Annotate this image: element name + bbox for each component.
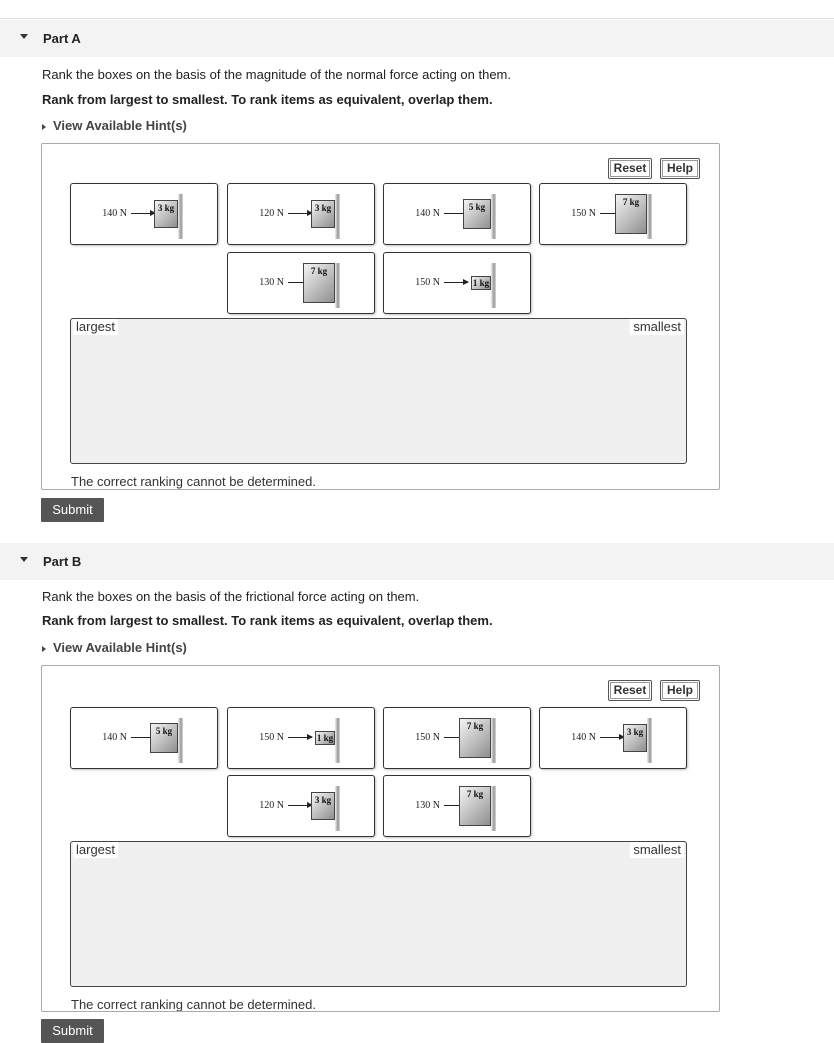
force-arrow-icon [288,805,312,806]
ranking-card[interactable] [539,183,687,245]
ranking-card[interactable] [383,183,531,245]
wall-icon [335,263,340,308]
smallest-label: smallest [630,319,684,335]
part-b-help-button[interactable]: Help [660,680,700,701]
ranking-card[interactable] [227,183,375,245]
mass-box: 3 kg [154,200,178,228]
part-a-ranking-widget [41,143,720,490]
part-b-header[interactable] [0,543,834,580]
mass-box: 3 kg [311,200,335,228]
mass-box: 7 kg [459,718,491,758]
mass-box: 5 kg [463,199,491,229]
force-arrow-icon [288,737,312,738]
force-arrow-icon [288,213,312,214]
largest-label: largest [73,319,118,335]
ranking-card[interactable] [227,707,375,769]
force-label: 130 N [259,277,284,288]
part-b-instruction: Rank from largest to smallest. To rank items as equivalent, overlap them. [42,613,493,628]
ranking-card[interactable] [383,252,531,314]
part-a-title: Part A [43,31,81,46]
force-label: 120 N [259,208,284,219]
ranking-card[interactable] [383,775,531,837]
mass-box: 1 kg [472,278,490,288]
force-arrow-icon [444,282,468,283]
ranking-card[interactable] [383,707,531,769]
largest-label: largest [73,842,118,858]
ranking-card[interactable] [539,707,687,769]
force-arrow-icon [600,737,624,738]
mass-box: 1 kg [316,733,334,743]
wall-icon [178,718,183,763]
part-a-instruction: Rank from largest to smallest. To rank items as equivalent, overlap them. [42,92,493,107]
part-a-hint-toggle[interactable] [42,118,187,133]
mass-box: 3 kg [623,724,647,752]
expand-triangle-icon [42,646,46,652]
force-label: 150 N [571,208,596,219]
mass-box: 5 kg [150,723,178,753]
force-label: 140 N [102,732,127,743]
force-label: 120 N [259,800,284,811]
wall-icon [335,194,340,239]
part-b-hint-toggle[interactable] [42,640,187,655]
wall-icon [647,194,652,239]
part-b-ranking-widget [41,665,720,1012]
force-label: 140 N [415,208,440,219]
part-b-title: Part B [43,554,82,569]
wall-icon [647,718,652,763]
wall-icon [491,194,496,239]
force-label: 130 N [415,800,440,811]
hint-label: View Available Hint(s) [53,118,187,133]
part-b-reset-button[interactable]: Reset [608,680,652,701]
wall-icon [491,263,496,308]
force-label: 150 N [415,277,440,288]
part-b-submit-button[interactable]: Submit [41,1019,104,1043]
ranking-card[interactable] [227,775,375,837]
part-a-header[interactable] [0,20,834,57]
part-a-help-button[interactable]: Help [660,158,700,179]
smallest-label: smallest [630,842,684,858]
mass-box: 3 kg [311,792,335,820]
ranking-card[interactable] [70,707,218,769]
part-a-submit-button[interactable]: Submit [41,498,104,522]
cannot-determine-option[interactable]: The correct ranking cannot be determined. [71,997,316,1012]
ranking-card[interactable] [70,183,218,245]
expand-triangle-icon [42,124,46,130]
part-b-question: Rank the boxes on the basis of the frictional force acting on them. [42,589,420,604]
wall-icon [335,786,340,831]
part-b-drop-zone[interactable] [70,841,687,987]
mass-box: 7 kg [303,263,335,303]
cannot-determine-option[interactable]: The correct ranking cannot be determined. [71,474,316,489]
force-label: 140 N [571,732,596,743]
collapse-caret-icon[interactable] [20,34,28,39]
wall-icon [178,194,183,239]
mass-box: 7 kg [459,786,491,826]
force-label: 140 N [102,208,127,219]
part-a-question: Rank the boxes on the basis of the magnitude of the normal force acting on them. [42,67,512,82]
part-a-drop-zone[interactable] [70,318,687,464]
ranking-card[interactable] [227,252,375,314]
collapse-caret-icon[interactable] [20,557,28,562]
mass-box: 7 kg [615,194,647,234]
force-label: 150 N [415,732,440,743]
wall-icon [491,718,496,763]
force-arrow-icon [131,213,155,214]
top-divider [0,18,834,19]
force-label: 150 N [259,732,284,743]
wall-icon [335,718,340,763]
hint-label: View Available Hint(s) [53,640,187,655]
part-a-reset-button[interactable]: Reset [608,158,652,179]
wall-icon [491,786,496,831]
